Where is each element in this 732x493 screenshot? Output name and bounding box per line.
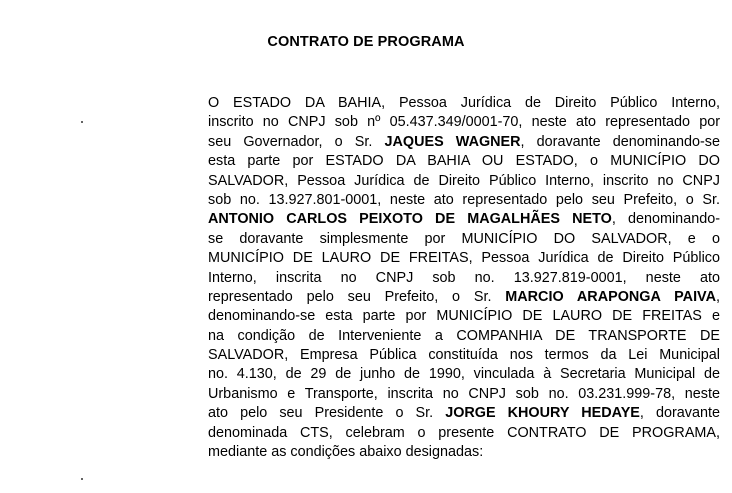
text-line — [208, 249, 720, 268]
text-segment: Interno, inscrita no CNPJ sob no. 13.927.819-0001, neste ato — [208, 269, 720, 286]
text-segment: , denominando- — [611, 211, 720, 228]
text-line — [208, 385, 720, 404]
bold-name: MARCIO ARAPONGA PAIVA — [505, 288, 716, 305]
text-segment: mediante as condições abaixo designadas: — [208, 444, 484, 461]
margin-mark — [81, 121, 83, 123]
text-line — [208, 133, 720, 152]
text-line — [208, 365, 720, 384]
text-line — [208, 307, 720, 326]
text-segment: O ESTADO DA BAHIA, Pessoa Jurídica de Direito Público Interno, — [208, 95, 720, 111]
text-segment: denominando-se esta parte por MUNICÍPIO DE LAURO DE FREITAS e — [208, 308, 720, 325]
text-line — [208, 288, 720, 307]
text-segment: representado pelo seu Prefeito, o Sr. — [208, 288, 506, 305]
text-segment: denominada CTS, celebram o presente CONTRATO DE PROGRAMA, — [208, 424, 720, 441]
text-segment: seu Governador, o Sr. — [208, 133, 385, 150]
text-line — [208, 443, 720, 462]
bold-name: ANTONIO CARLOS PEIXOTO DE MAGALHÃES NETO — [208, 211, 612, 228]
text-segment: ato pelo seu Presidente o Sr. — [208, 405, 446, 422]
text-line — [208, 152, 720, 171]
document-title: CONTRATO DE PROGRAMA — [267, 34, 465, 50]
text-segment: MUNICÍPIO DE LAURO DE FREITAS, Pessoa Jurídica de Direito Público — [208, 250, 720, 267]
text-segment: , — [716, 288, 720, 305]
bold-name: JAQUES WAGNER — [384, 133, 521, 150]
text-line — [208, 404, 720, 423]
text-segment: , doravante denominando-se — [520, 133, 720, 150]
text-line — [208, 113, 720, 132]
text-line — [208, 346, 720, 365]
text-line — [208, 230, 720, 249]
text-line — [208, 172, 720, 191]
text-segment: na condição de Interveniente a COMPANHIA DE TRANSPORTE DE — [208, 327, 720, 344]
text-segment: se doravante simplesmente por MUNICÍPIO DO SALVADOR, e o — [208, 230, 720, 247]
text-line — [208, 210, 720, 229]
text-line — [208, 424, 720, 443]
text-segment: , doravante — [639, 405, 720, 422]
bold-name: JORGE KHOURY HEDAYE — [445, 405, 640, 422]
text-segment: SALVADOR, Pessoa Jurídica de Direito Público Interno, inscrito no CNPJ — [208, 172, 720, 189]
text-line — [208, 191, 720, 210]
text-segment: SALVADOR, Empresa Pública constituída nos termos da Lei Municipal — [208, 347, 720, 364]
text-line — [208, 327, 720, 346]
text-segment: esta parte por ESTADO DA BAHIA OU ESTADO, o MUNICÍPIO DO — [208, 153, 720, 170]
margin-mark — [81, 478, 83, 480]
text-segment: inscrito no CNPJ sob nº 05.437.349/0001-70, neste ato representado por — [208, 114, 720, 131]
text-line — [208, 94, 720, 113]
text-segment: sob no. 13.927.801-0001, neste ato representado pelo seu Prefeito, o Sr. — [208, 191, 720, 208]
text-line — [208, 269, 720, 288]
text-segment: Urbanismo e Transporte, inscrita no CNPJ sob no. 03.231.999-78, neste — [208, 385, 720, 402]
contract-paragraph — [208, 94, 720, 462]
text-segment: no. 4.130, de 29 de junho de 1990, vinculada à Secretaria Municipal de — [208, 366, 720, 383]
